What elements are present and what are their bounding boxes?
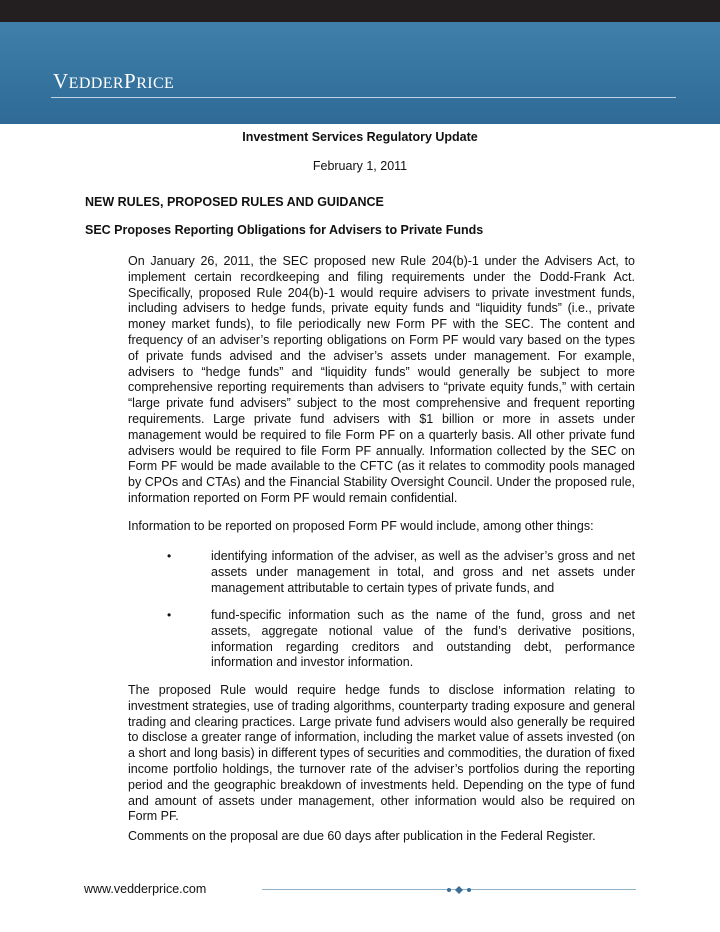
article-heading: SEC Proposes Reporting Obligations for Advisers to Private Funds: [85, 223, 484, 237]
paragraph-2: Information to be reported on proposed Form PF would include, among other things:: [128, 519, 594, 533]
paragraph-1: On January 26, 2011, the SEC proposed new Rule 204(b)-1 under the Advisers Act, to implement certain recordkeeping and filing requirements under the Dodd-Frank Act. Specifically, proposed Rule 204(b)-1 would require advisers to private investment funds, including advisers to hedge funds, private equity funds and “liquidity funds” (i.e., private money market funds), to file periodically new Form PF with the SEC. The content and frequency of an adviser’s reporting obligations on Form PF would vary based on the types of private funds advised and the adviser’s assets under management. For example, advisers to “hedge funds” and “liquidity funds” would generally be subject to more comprehensive reporting requirements than advisers to “private equity funds,” with certain “large private fund advisers” subject to the most comprehensive and frequent reporting requirements. Large private fund advisers with $1 billion or more in assets under management would be required to file Form PF on a quarterly basis. All other private fund advisers would be required to file Form PF annually. Information collected by the SEC on Form PF would be made available to the CFTC (as it relates to commodity pools managed by CPOs and CTAs) and the Financial Stability Oversight Council. Under the proposed rule, information reported on Form PF would remain confidential.: [128, 254, 635, 505]
banner-rule: [51, 97, 676, 98]
section-heading: NEW RULES, PROPOSED RULES AND GUIDANCE: [85, 195, 384, 209]
document-title: Investment Services Regulatory Update: [242, 130, 478, 144]
footer-ornament-icon: [444, 884, 474, 896]
top-dark-strip: [0, 0, 720, 22]
footer-website-link[interactable]: www.vedderprice.com: [84, 882, 207, 896]
header-banner: [0, 22, 720, 124]
ornament-dot: [467, 888, 471, 892]
vedderprice-logo: VEDDERPRICE: [53, 69, 175, 93]
paragraph-3: The proposed Rule would require hedge funds to disclose information relating to investment strategies, use of trading algorithms, counterparty trading exposure and general trading and clearing practices. Large private fund advisers would also generally be required to disclose a greater range of information, including the market value of assets invested (on a short and long basis) in different types of securities and commodities, the duration of fixed income portfolio holdings, the turnover rate of the adviser’s portfolios during the reporting period and the geographic breakdown of investments held. Depending on the type of fund and amount of assets under management, other information would also be required on Form PF.: [128, 683, 635, 824]
ornament-diamond: [455, 886, 463, 894]
bullet-icon: •: [167, 608, 172, 622]
document-date: February 1, 2011: [312, 159, 408, 173]
bullet-item-2: fund-specific information such as the name of the fund, gross and net assets, aggregate notional value of the fund’s derivative positions, information regarding creditors and outstanding debt, performance information and investor information.: [211, 608, 635, 670]
bullet-icon: •: [167, 549, 172, 563]
bullet-item-1: identifying information of the adviser, as well as the adviser’s gross and net assets under management in total, and gross and net assets under management attributable to certain types of private funds, and: [211, 549, 635, 595]
ornament-dot: [447, 888, 451, 892]
paragraph-4: Comments on the proposal are due 60 days after publication in the Federal Register.: [128, 829, 596, 843]
